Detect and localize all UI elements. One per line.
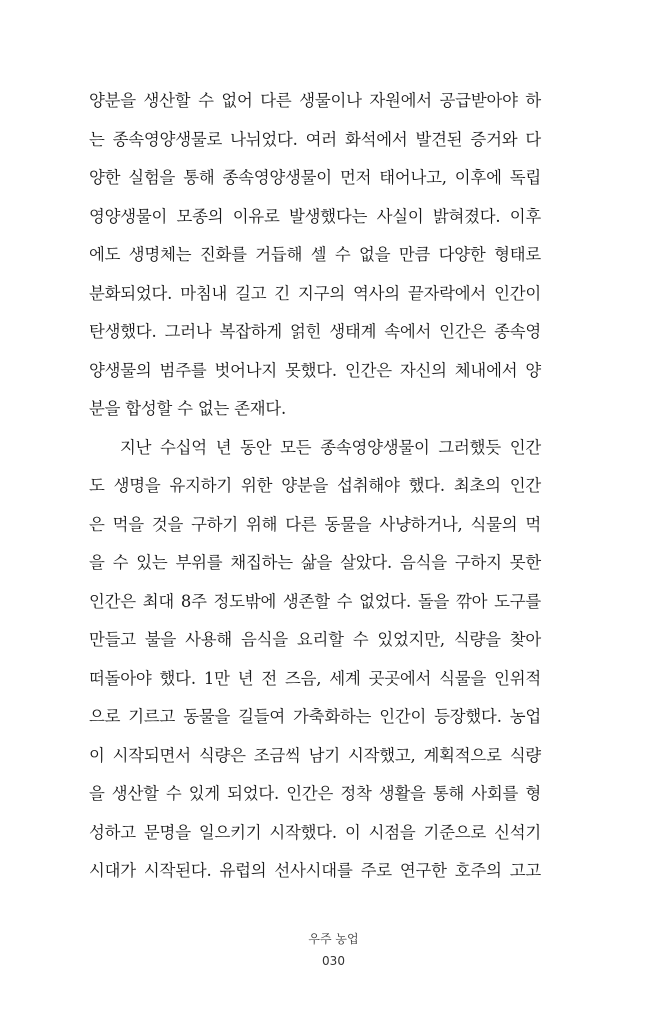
text-line: 인간은 최대 8주 정도밖에 생존할 수 없었다. 돌을 깎아 도구를 — [89, 591, 541, 611]
text-line: 을 수 있는 부위를 채집하는 삶을 살았다. 음식을 구하지 못한 — [89, 553, 541, 572]
text-line: 도 생명을 유지하기 위한 양분을 섭취해야 했다. 최초의 인간 — [89, 476, 541, 495]
text-line: 양한 실험을 통해 종속영양생물이 먼저 태어나고, 이후에 독립 — [89, 168, 541, 187]
text-line: 영양생물이 모종의 이유로 발생했다는 사실이 밝혀졌다. 이후 — [89, 206, 541, 226]
page-number: 030 — [322, 954, 345, 968]
text-line: 탄생했다. 그러나 복잡하게 얽힌 생태계 속에서 인간은 종속영 — [89, 322, 541, 341]
text-line: 을 생산할 수 있게 되었다. 인간은 정착 생활을 통해 사회를 형 — [89, 784, 541, 803]
text-line: 에도 생명체는 진화를 거듭해 셀 수 없을 만큼 다양한 형태로 — [89, 245, 541, 264]
text-line: 지난 수십억 년 동안 모든 종속영양생물이 그러했듯 인간 — [120, 437, 541, 457]
text-line: 떠돌아야 했다. 1만 년 전 즈음, 세계 곳곳에서 식물을 인위적 — [89, 668, 541, 688]
text-line: 분을 합성할 수 없는 존재다. — [89, 399, 287, 418]
text-line: 은 먹을 것을 구하기 위해 다른 동물을 사냥하거나, 식물의 먹 — [89, 514, 541, 534]
text-line: 으로 기르고 동물을 길들여 가축화하는 인간이 등장했다. 농업 — [89, 707, 541, 726]
text-line: 시대가 시작된다. 유럽의 선사시대를 주로 연구한 호주의 고고 — [89, 861, 541, 880]
text-line: 만들고 불을 사용해 음식을 요리할 수 있었지만, 식량을 찾아 — [89, 630, 541, 649]
body-text — [89, 82, 541, 891]
text-line: 양생물의 범주를 벗어나지 못했다. 인간은 자신의 체내에서 양 — [89, 360, 541, 380]
text-line: 양분을 생산할 수 없어 다른 생물이나 자원에서 공급받아야 하 — [89, 91, 541, 110]
text-line: 이 시작되면서 식량은 조금씩 남기 시작했고, 계획적으로 식량 — [89, 745, 541, 765]
text-line: 는 종속영양생물로 나뉘었다. 여러 화석에서 발견된 증거와 다 — [89, 129, 541, 149]
running-footer-title: 우주 농업 — [308, 932, 359, 946]
text-line: 분화되었다. 마침내 길고 긴 지구의 역사의 끝자락에서 인간이 — [89, 283, 541, 303]
text-line: 성하고 문명을 일으키기 시작했다. 이 시점을 기준으로 신석기 — [89, 822, 541, 842]
